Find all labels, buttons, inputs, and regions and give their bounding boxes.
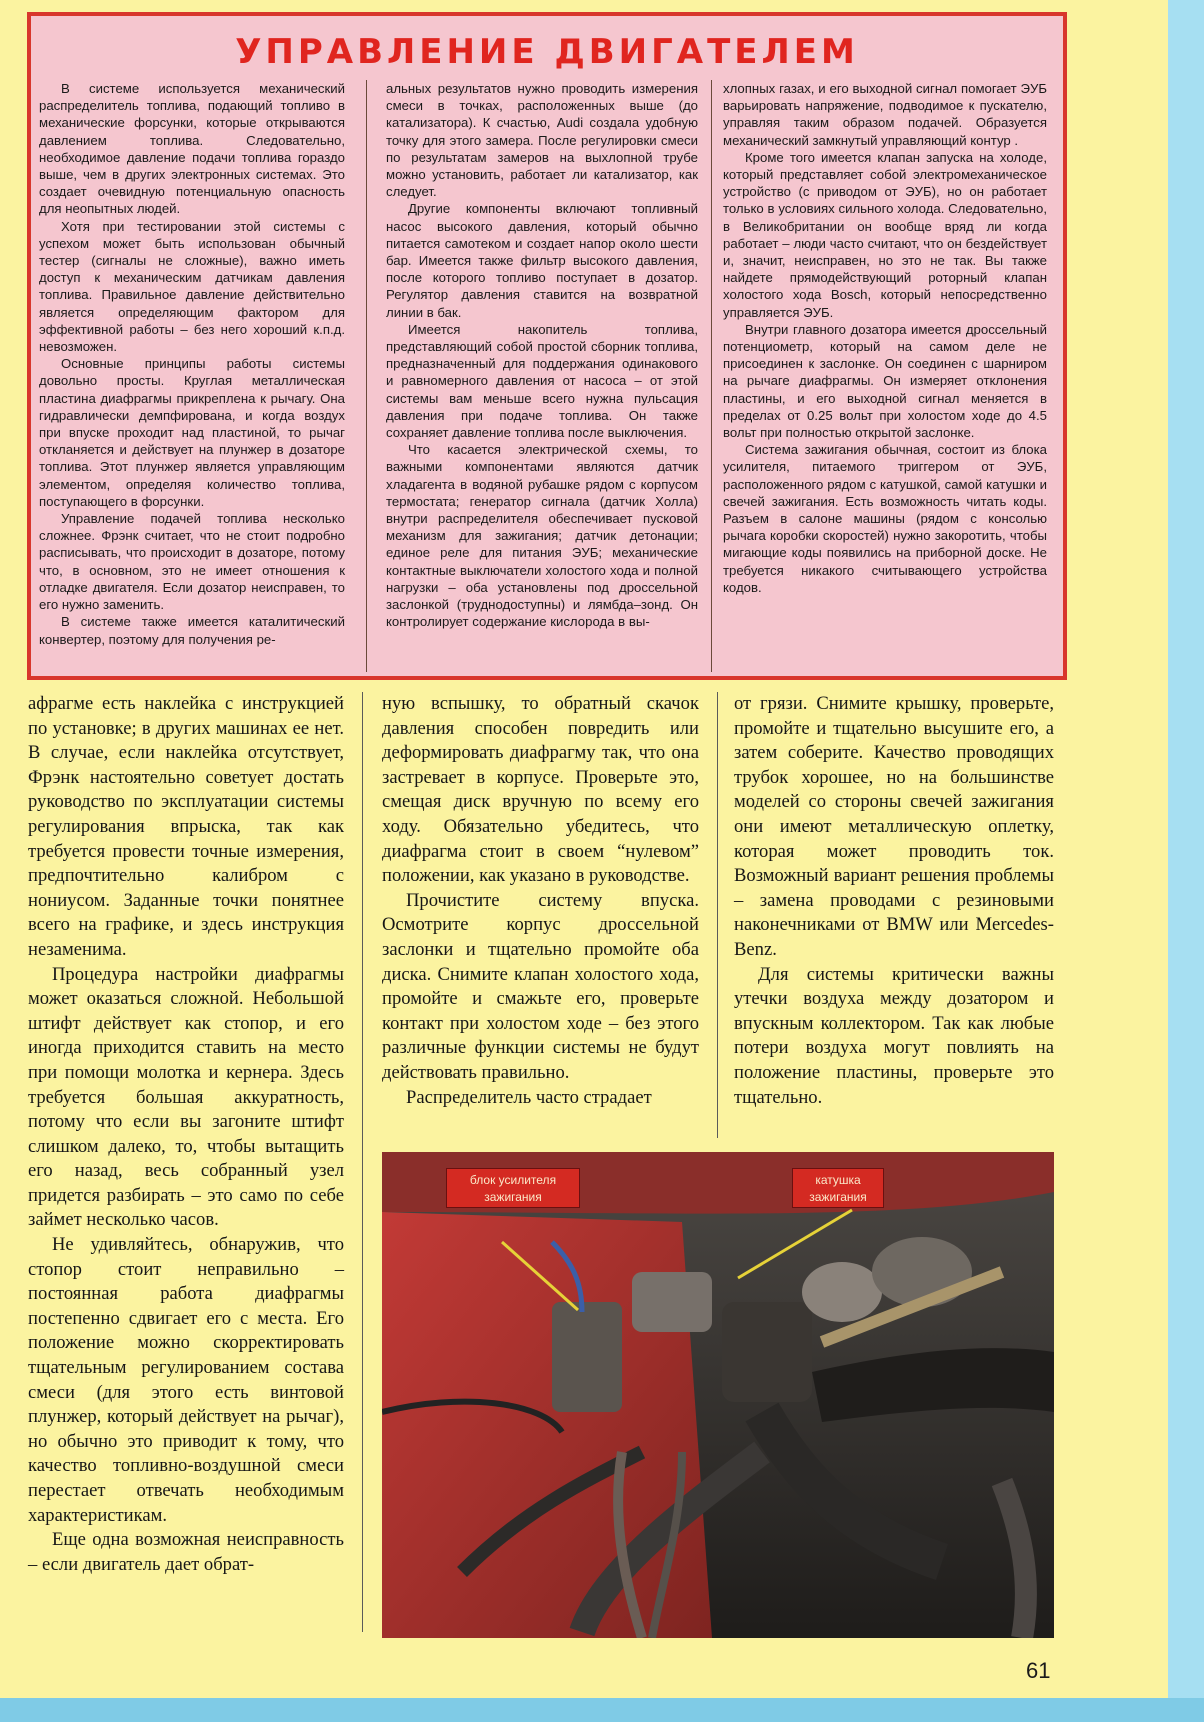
paragraph: Хотя при тестировании этой системы с успехом может быть использован обычный тестер (сигналы не сложные), важно иметь доступ к механическим датчикам давления топлива. Правильное давление действительно является определяющим фактором для эффективной работы – без него хороший к.п.д. невозможен. xyxy=(39,218,345,355)
sidebar-column-2 xyxy=(386,80,698,631)
sidebar-column-1 xyxy=(39,80,345,648)
column-divider xyxy=(362,692,363,1632)
paragraph: от грязи. Снимите крышку, проверьте, промойте и тщательно высушите его, а затем соберите. Качество проводящих трубок хорошее, но на большинстве моделей со стороны свечей зажигания они имеют металлическую оплетку, которая может проводить ток. Возможный вариант решения проблемы – замена проводами с резиновыми наконечниками от BMW или Mercedes-Benz. xyxy=(734,693,1054,960)
column-divider xyxy=(366,80,367,672)
paragraph: Имеется накопитель топлива, представляющий собой простой сборник топлива, предназначенный для поддержания одинакового и равномерного давления от насоса – от этой системы вам меньше всего нужна пульсация давления при подаче топлива. Он также сохраняет давление топлива после выключения. xyxy=(386,321,698,441)
paragraph: Внутри главного дозатора имеется дроссельный потенциометр, который на самом деле не присоединен к заслонке. Он соединен с шарниром на рычаге диафрагмы. Он измеряет отклонения пластины, и его выходной сигнал меняется в пределах от 0.25 вольт при холостом ходе до 4.5 вольт при полностью открытой заслонке. xyxy=(723,321,1047,441)
paragraph: Что касается электрической схемы, то важными компонентами являются датчик хладагента в водяной рубашке рядом с корпусом термостата; генератор сигнала (датчик Холла) внутри распределителя обеспечивает пусковой механизм для зажигания; датчик детонации; единое реле для питания ЭУБ; механические контактные выключатели холостого хода и полной нагрузки – оба установлены под дроссельной заслонкой (труднодоступны) и лямбда–зонд. Он контролирует содержание кислорода в вы- xyxy=(386,442,698,630)
column-divider xyxy=(717,692,718,1138)
paragraph: В системе используется механический распределитель топлива, подающий топливо в механические форсунки, которые открываются давлением топлива. Следовательно, необходимое давление подачи топлива гораздо выше, чем в других электронных системах. Это создает очевидную потенциальную опасность для неопытных людей. xyxy=(39,81,345,217)
callout-amplifier: блок усилителя зажигания xyxy=(446,1168,580,1208)
engine-photo-illustration xyxy=(382,1152,1054,1638)
page-edge-bottom xyxy=(0,1698,1204,1722)
sidebar-column-3 xyxy=(723,80,1047,596)
page-edge xyxy=(1168,0,1204,1698)
paragraph: Другие компоненты включают топливный насос высокого давления, который обычно питается самотеком и создает напор около шести бар. Имеется также фильтр высокого давления, после которого топливо поступает в дозатор. Регулятор давления ставится на возвратной линии в бак. xyxy=(386,201,698,320)
sidebar-title: УПРАВЛЕНИЕ ДВИГАТЕЛЕМ xyxy=(235,32,859,72)
paragraph: альных результатов нужно проводить измерения смеси в точках, расположенных выше (до катализатора). К счастью, Audi создала удобную точку для этого замера. После регулировки смеси по результатам замеров на выхлопной трубе можно установить, работает ли катализатор, как следует. xyxy=(386,81,698,200)
paragraph: ную вспышку, то обратный скачок давления способен повредить или деформировать диафрагму так, что она застревает в корпусе. Проверьте это, смещая диск вручную по всему его ходу. Обязательно убедитесь, что диафрагма стоит в своем “нулевом” положении, как указано в руководстве. xyxy=(382,693,699,887)
paragraph: Система зажигания обычная, состоит из блока усилителя, питаемого триггером от ЭУБ, расположенного рядом с катушкой, самой катушки и свечей зажигания. Есть возможность читать коды. Разъем в салоне машины (рядом с консолью рычага коробки скоростей) нужно закоротить, чтобы мигающие коды появились на приборной доске. Не требуется никакого считывающего устройства кодов. xyxy=(723,442,1047,595)
paragraph: Для системы критически важны утечки воздуха между дозатором и впускным коллектором. Так как любые потери воздуха могут повлиять на положение пластины, проверьте это тщательно. xyxy=(734,963,1054,1108)
body-column-3 xyxy=(734,692,1054,1110)
paragraph: Прочистите систему впуска. Осмотрите корпус дроссельной заслонки и тщательно промойте оба диска. Снимите клапан холостого хода, промойте и смажьте его, проверьте контакт при холостом ходе – без этого различные функции системы не будут действовать правильно. xyxy=(382,889,699,1083)
page-number: 61 xyxy=(1026,1658,1051,1683)
paragraph: хлопных газах, и его выходной сигнал помогает ЭУБ варьировать напряжение, подводимое к пускателю, управляя таким образом подачей. Образуется механический замкнутый управляющий контур . xyxy=(723,81,1047,148)
paragraph: Распределитель часто страдает xyxy=(406,1086,652,1108)
paragraph: афрагме есть наклейка с инструкцией по установке; в других машинах ее нет. В случае, если наклейка отсутствует, Фрэнк настоятельно советует достать руководство по эксплуатации системы регулирования впрыска, так как требуется провести точные измерения, предпочтительно калибром с нониусом. Заданные точки понятнее всего на графике, и здесь инструкция незаменима. xyxy=(28,693,344,960)
paragraph: Управление подачей топлива несколько сложнее. Фрэнк считает, что не стоит подробно расписывать, что происходит в дозаторе, потому что, в основном, это не имеет отношения к отладке двигателя. Если дозатор неисправен, то его нужно заменить. xyxy=(39,511,345,613)
body-column-1 xyxy=(28,692,344,1577)
column-divider xyxy=(711,80,712,672)
paragraph: Основные принципы работы системы довольно просты. Круглая металлическая пластина диафрагмы прикреплена к рычагу. Она гидравлически демпфирована, и когда воздух при впуске проходит над пластиной, то рычаг откланяется и действует на плунжер в дозаторе топлива. Этот плунжер является управляющим элементом, определяя количество топлива, поступающего в форсунки. xyxy=(39,356,345,509)
paragraph: В системе также имеется каталитический конвертер, поэтому для получения ре- xyxy=(39,614,345,647)
paragraph: Не удивляйтесь, обнаружив, что стопор стоит неправильно – постоянная работа диафрагмы постепенно сдвигает его с места. Его положение можно скорректировать тщательным регулированием состава смеси (для этого есть винтовой плунжер, который действует на рычаг), но обычно это приводит к тому, что качество топливно-воздушной смеси перестает отвечать необходимым характеристикам. xyxy=(28,1234,344,1526)
sidebar-box xyxy=(27,12,1067,680)
paragraph: Процедура настройки диафрагмы может оказаться сложной. Небольшой штифт действует как стопор, и его иногда приходится ставить на место при помощи молотка и кернера. Здесь требуется большая аккуратность, потому что если вы загоните штифт слишком далеко, то, чтобы вытащить его назад, весь собранный узел придется разбирать – это само по себе займет несколько часов. xyxy=(28,963,344,1231)
paragraph: Еще одна возможная неисправность – если двигатель дает обрат- xyxy=(28,1529,344,1575)
body-column-2 xyxy=(382,692,699,1110)
engine-photo xyxy=(382,1152,1054,1638)
paragraph: Кроме того имеется клапан запуска на холоде, который представляет собой электромеханическое устройство (с приводом от ЭУБ), но он работает только в условиях сильного холода. Следовательно, в Великобритании он вообще вряд ли когда работает – люди часто считают, что он бездействует и, значит, неисправен, но это не так. Вы также найдете прямодействующий роторный клапан холостого хода Bosch, который непосредственно управляется ЭУБ. xyxy=(723,149,1047,320)
callout-coil: катушка зажигания xyxy=(792,1168,884,1208)
